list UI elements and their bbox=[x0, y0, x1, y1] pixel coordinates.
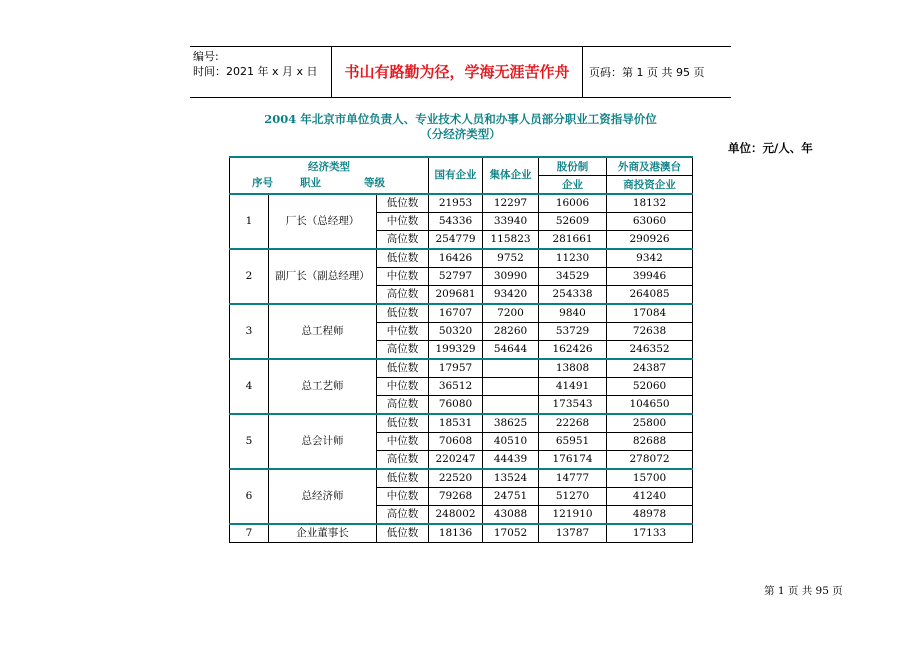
share-cell: 51270 bbox=[539, 488, 607, 506]
grade-cell: 中位数 bbox=[377, 268, 429, 286]
document-subtitle: （分经济类型） bbox=[420, 127, 501, 141]
state-enterprise-header: 国有企业 bbox=[429, 157, 483, 194]
salary-table-body bbox=[230, 157, 693, 543]
state-cell: 220247 bbox=[429, 451, 483, 470]
foreign-cell: 48978 bbox=[607, 506, 693, 525]
state-cell: 17957 bbox=[429, 359, 483, 378]
page-footer: 第 1 页 共 95 页 bbox=[764, 585, 843, 597]
table-row bbox=[230, 249, 693, 268]
collective-cell bbox=[483, 359, 539, 378]
econ-type-header: 经济类型 bbox=[308, 161, 350, 173]
foreign-cell: 72638 bbox=[607, 323, 693, 341]
collective-cell: 40510 bbox=[483, 433, 539, 451]
foreign-cell: 17133 bbox=[607, 524, 693, 543]
grade-cell: 低位数 bbox=[377, 194, 429, 213]
occupation-cell: 厂长（总经理） bbox=[269, 194, 377, 249]
grade-cell: 中位数 bbox=[377, 378, 429, 396]
grade-cell: 高位数 bbox=[377, 286, 429, 305]
share-cell: 34529 bbox=[539, 268, 607, 286]
collective-cell: 44439 bbox=[483, 451, 539, 470]
seq-cell: 3 bbox=[230, 304, 269, 359]
table-row bbox=[230, 194, 693, 213]
grade-cell: 中位数 bbox=[377, 433, 429, 451]
seq-cell: 7 bbox=[230, 524, 269, 543]
share-cell: 173543 bbox=[539, 396, 607, 415]
share-cell: 121910 bbox=[539, 506, 607, 525]
collective-cell: 28260 bbox=[483, 323, 539, 341]
state-cell: 209681 bbox=[429, 286, 483, 305]
foreign-cell: 9342 bbox=[607, 249, 693, 268]
grade-cell: 中位数 bbox=[377, 213, 429, 231]
foreign-cell: 24387 bbox=[607, 359, 693, 378]
seq-cell: 6 bbox=[230, 469, 269, 524]
occupation-header: 职业 bbox=[300, 177, 321, 189]
grade-cell: 低位数 bbox=[377, 414, 429, 433]
foreign-cell: 63060 bbox=[607, 213, 693, 231]
share-cell: 13808 bbox=[539, 359, 607, 378]
foreign-cell: 39946 bbox=[607, 268, 693, 286]
grade-cell: 低位数 bbox=[377, 304, 429, 323]
table-row bbox=[230, 414, 693, 433]
table-corner-header bbox=[230, 157, 429, 194]
table-row bbox=[230, 359, 693, 378]
share-cell: 11230 bbox=[539, 249, 607, 268]
foreign-cell: 278072 bbox=[607, 451, 693, 470]
seq-cell: 4 bbox=[230, 359, 269, 414]
grade-cell: 高位数 bbox=[377, 451, 429, 470]
occupation-cell: 总工艺师 bbox=[269, 359, 377, 414]
state-cell: 199329 bbox=[429, 341, 483, 360]
foreign-cell: 25800 bbox=[607, 414, 693, 433]
foreign-cell: 104650 bbox=[607, 396, 693, 415]
occupation-cell: 总经济师 bbox=[269, 469, 377, 524]
occupation-cell: 总工程师 bbox=[269, 304, 377, 359]
share-cell: 65951 bbox=[539, 433, 607, 451]
table-row bbox=[230, 304, 693, 323]
share-cell: 13787 bbox=[539, 524, 607, 543]
occupation-cell: 企业董事长 bbox=[269, 524, 377, 543]
collective-enterprise-header: 集体企业 bbox=[483, 157, 539, 194]
collective-cell: 43088 bbox=[483, 506, 539, 525]
state-cell: 21953 bbox=[429, 194, 483, 213]
grade-cell: 低位数 bbox=[377, 524, 429, 543]
foreign-cell: 82688 bbox=[607, 433, 693, 451]
foreign-cell: 17084 bbox=[607, 304, 693, 323]
foreign-cell: 41240 bbox=[607, 488, 693, 506]
share-cell: 176174 bbox=[539, 451, 607, 470]
share-cell: 281661 bbox=[539, 231, 607, 250]
time-label: 时间：2021 年 x 月 x 日 bbox=[193, 65, 318, 78]
grade-header: 等级 bbox=[364, 177, 385, 189]
document-title: 2004 年北京市单位负责人、专业技术人员和办事人员部分职业工资指导价位 bbox=[264, 112, 657, 126]
collective-cell: 13524 bbox=[483, 469, 539, 488]
state-cell: 36512 bbox=[429, 378, 483, 396]
header-meta bbox=[193, 49, 318, 79]
seq-cell: 5 bbox=[230, 414, 269, 469]
seq-cell: 1 bbox=[230, 194, 269, 249]
foreign-cell: 246352 bbox=[607, 341, 693, 360]
foreign-cell: 264085 bbox=[607, 286, 693, 305]
seq-header: 序号 bbox=[252, 177, 273, 189]
grade-cell: 中位数 bbox=[377, 488, 429, 506]
share-enterprise-header-line2: 企业 bbox=[539, 176, 607, 195]
state-cell: 52797 bbox=[429, 268, 483, 286]
grade-cell: 高位数 bbox=[377, 231, 429, 250]
foreign-enterprise-header-line2: 商投资企业 bbox=[607, 176, 693, 195]
grade-cell: 低位数 bbox=[377, 469, 429, 488]
collective-cell: 93420 bbox=[483, 286, 539, 305]
state-cell: 18531 bbox=[429, 414, 483, 433]
occupation-cell: 总会计师 bbox=[269, 414, 377, 469]
share-cell: 41491 bbox=[539, 378, 607, 396]
state-cell: 16707 bbox=[429, 304, 483, 323]
collective-cell: 30990 bbox=[483, 268, 539, 286]
collective-cell: 12297 bbox=[483, 194, 539, 213]
share-cell: 162426 bbox=[539, 341, 607, 360]
foreign-cell: 15700 bbox=[607, 469, 693, 488]
number-label: 编号: bbox=[193, 50, 219, 63]
salary-table bbox=[229, 156, 693, 543]
share-cell: 9840 bbox=[539, 304, 607, 323]
state-cell: 248002 bbox=[429, 506, 483, 525]
collective-cell: 17052 bbox=[483, 524, 539, 543]
collective-cell: 7200 bbox=[483, 304, 539, 323]
grade-cell: 高位数 bbox=[377, 341, 429, 360]
table-header-row bbox=[230, 157, 693, 176]
page-header bbox=[190, 46, 731, 98]
share-cell: 254338 bbox=[539, 286, 607, 305]
foreign-cell: 290926 bbox=[607, 231, 693, 250]
occupation-cell: 副厂长（副总经理） bbox=[269, 249, 377, 304]
state-cell: 54336 bbox=[429, 213, 483, 231]
state-cell: 16426 bbox=[429, 249, 483, 268]
collective-cell bbox=[483, 378, 539, 396]
grade-cell: 中位数 bbox=[377, 323, 429, 341]
collective-cell: 38625 bbox=[483, 414, 539, 433]
state-cell: 79268 bbox=[429, 488, 483, 506]
seq-cell: 2 bbox=[230, 249, 269, 304]
collective-cell: 9752 bbox=[483, 249, 539, 268]
collective-cell: 33940 bbox=[483, 213, 539, 231]
grade-cell: 高位数 bbox=[377, 506, 429, 525]
state-cell: 50320 bbox=[429, 323, 483, 341]
share-cell: 22268 bbox=[539, 414, 607, 433]
share-cell: 53729 bbox=[539, 323, 607, 341]
table-row bbox=[230, 469, 693, 488]
grade-cell: 低位数 bbox=[377, 359, 429, 378]
state-cell: 76080 bbox=[429, 396, 483, 415]
share-cell: 14777 bbox=[539, 469, 607, 488]
header-page-info: 页码：第 1 页 共 95 页 bbox=[589, 66, 705, 79]
unit-label: 单位：元/人、年 bbox=[728, 141, 813, 155]
grade-cell: 低位数 bbox=[377, 249, 429, 268]
share-enterprise-header-line1: 股份制 bbox=[539, 157, 607, 176]
table-row bbox=[230, 524, 693, 543]
state-cell: 18136 bbox=[429, 524, 483, 543]
collective-cell: 115823 bbox=[483, 231, 539, 250]
foreign-enterprise-header-line1: 外商及港澳台 bbox=[607, 157, 693, 176]
share-cell: 16006 bbox=[539, 194, 607, 213]
foreign-cell: 52060 bbox=[607, 378, 693, 396]
state-cell: 70608 bbox=[429, 433, 483, 451]
share-cell: 52609 bbox=[539, 213, 607, 231]
collective-cell: 24751 bbox=[483, 488, 539, 506]
foreign-cell: 18132 bbox=[607, 194, 693, 213]
collective-cell: 54644 bbox=[483, 341, 539, 360]
state-cell: 22520 bbox=[429, 469, 483, 488]
state-cell: 254779 bbox=[429, 231, 483, 250]
grade-cell: 高位数 bbox=[377, 396, 429, 415]
collective-cell bbox=[483, 396, 539, 415]
header-motto: 书山有路勤为径，学海无涯苦作舟 bbox=[331, 47, 583, 97]
